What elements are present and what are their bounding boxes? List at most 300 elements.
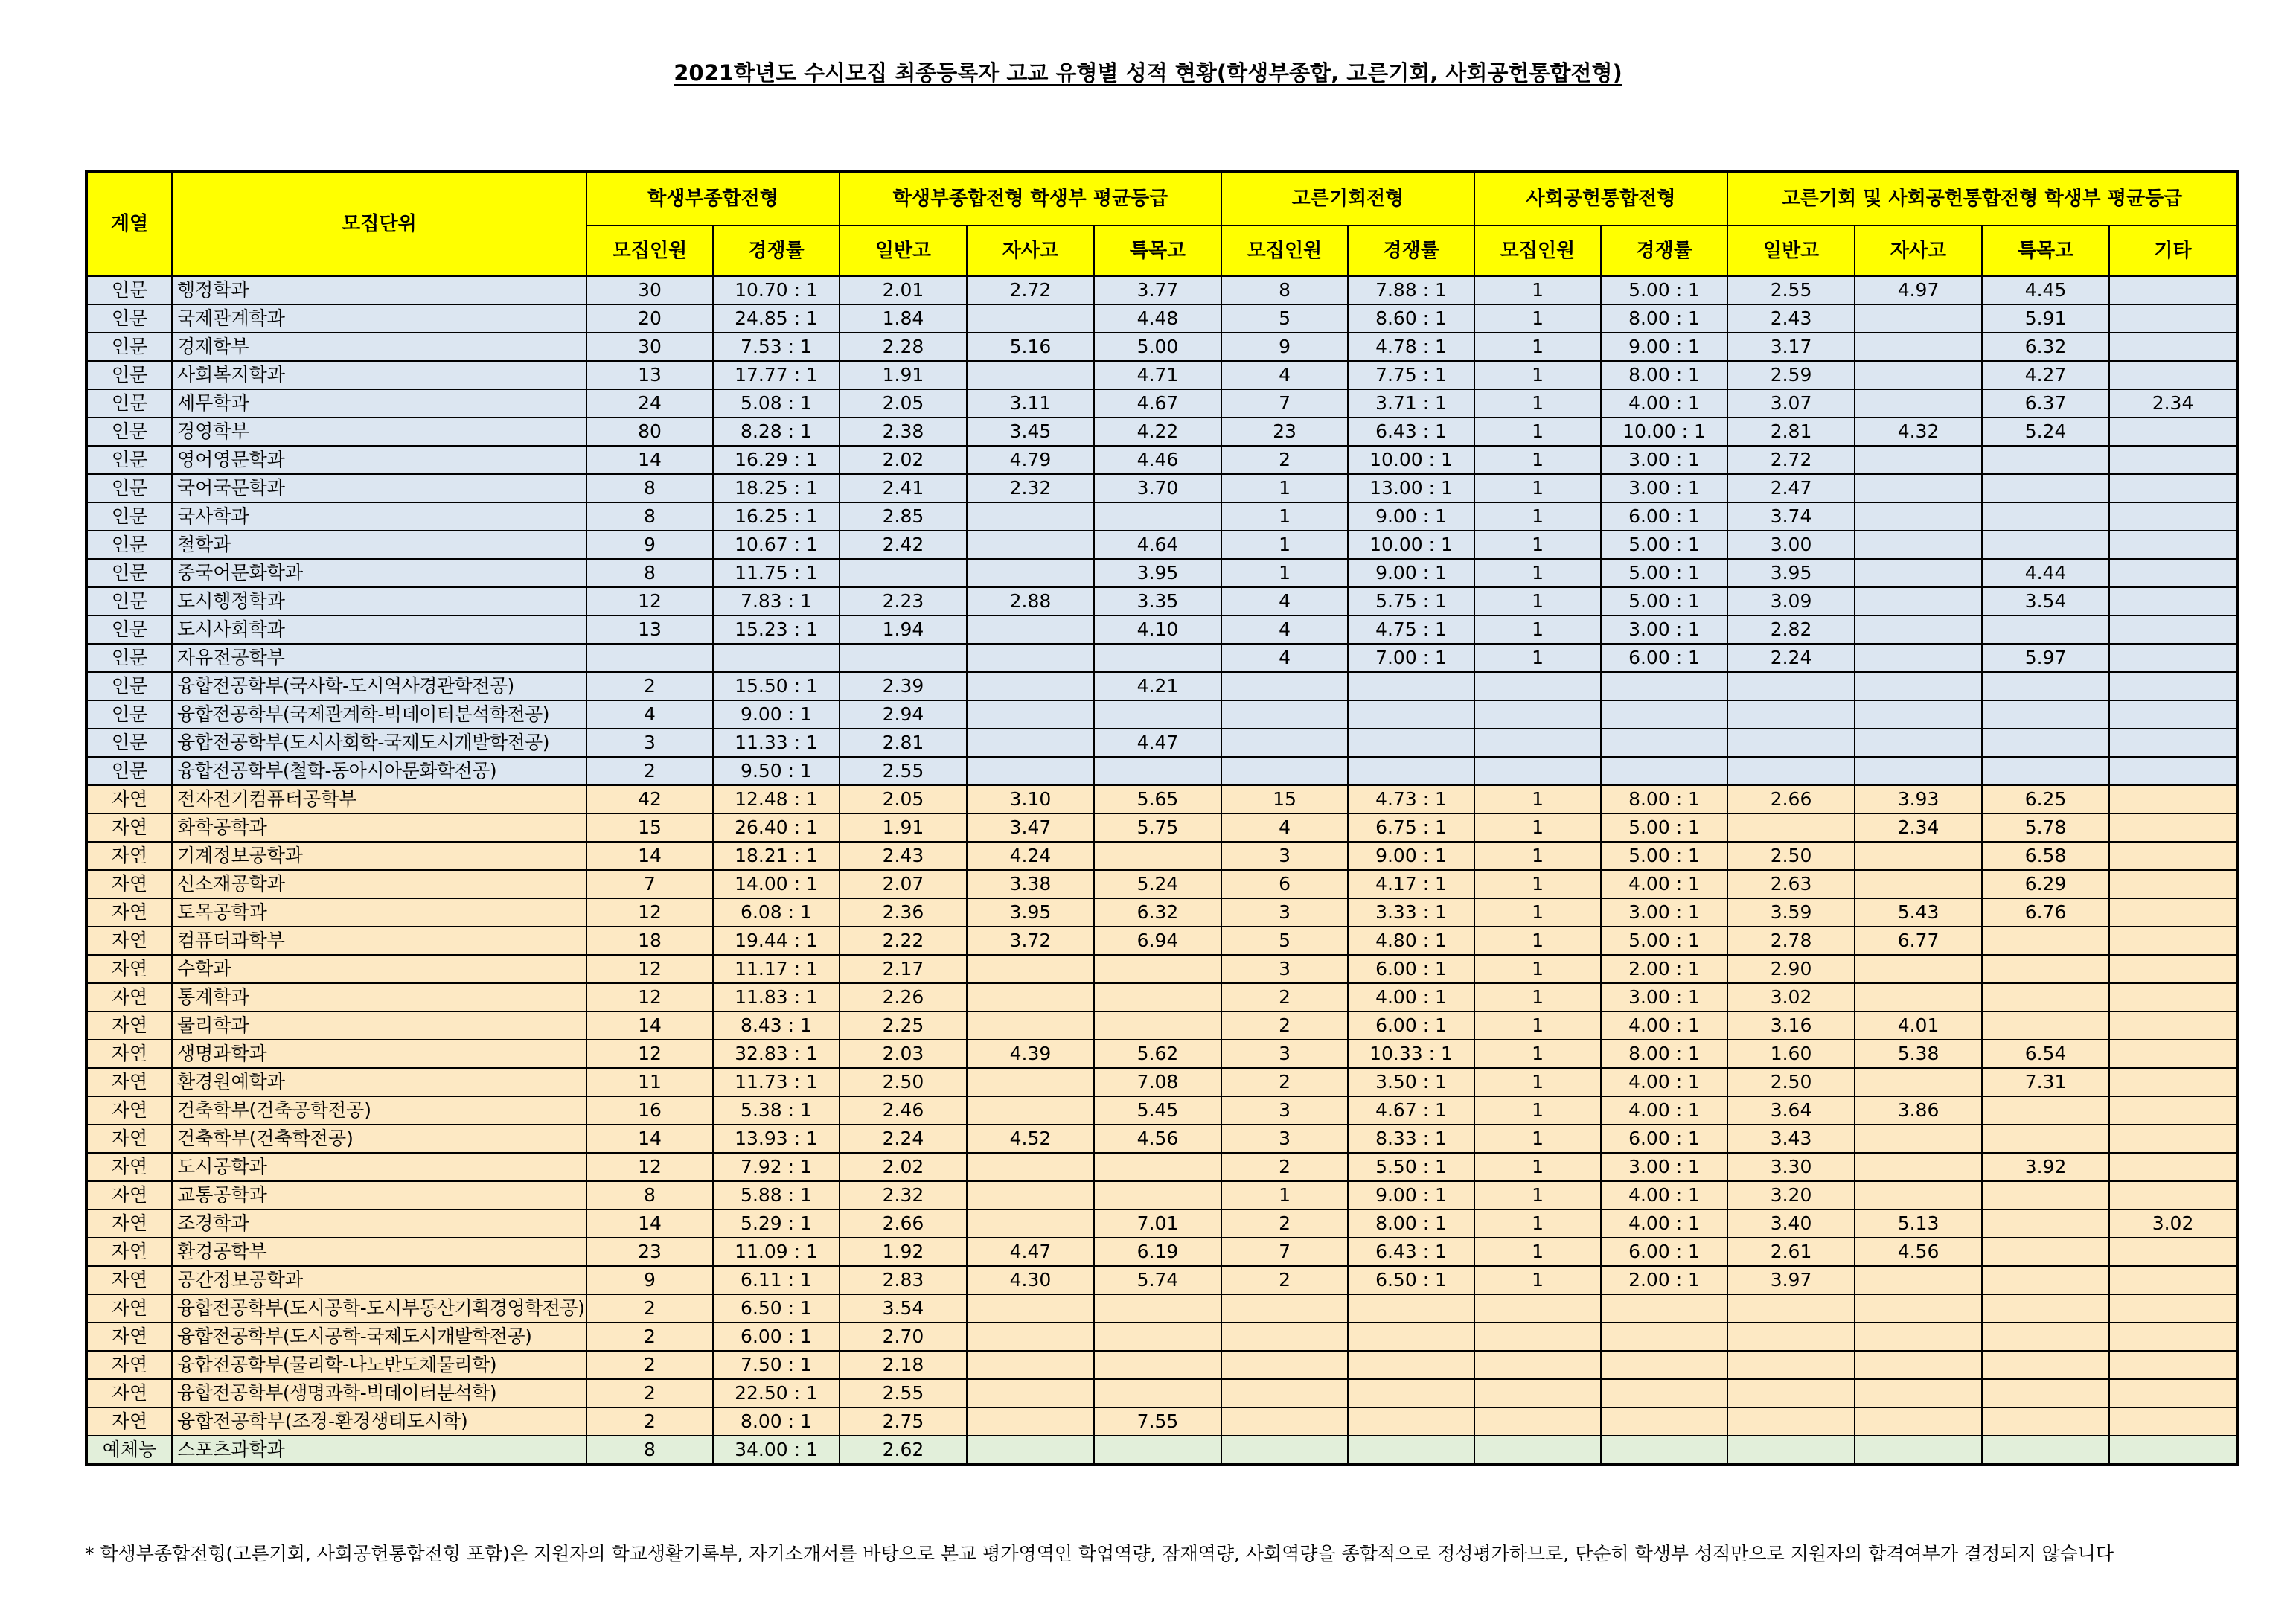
cell-goreun-quota	[1221, 729, 1348, 757]
cell-combined-autonomous	[1855, 955, 1982, 983]
cell-goreun-quota: 1	[1221, 559, 1348, 587]
cell-goreun-quota	[1221, 700, 1348, 729]
cell-combined-general: 2.24	[1727, 644, 1855, 672]
cell-combined-other	[2109, 1436, 2237, 1465]
table-row	[86, 1266, 2237, 1294]
cell-goreun-ratio	[1348, 1351, 1474, 1379]
cell-hakjong-special: 6.94	[1094, 927, 1221, 955]
header-ratio: 경쟁률	[1601, 226, 1727, 276]
cell-hakjong-quota: 30	[586, 333, 713, 361]
cell-hakjong-special: 5.65	[1094, 785, 1221, 813]
cell-hakjong-general: 2.01	[840, 276, 967, 304]
cell-unit: 융합전공학부(생명과학-빅데이터분석학)	[172, 1379, 586, 1407]
cell-sahoe-quota: 1	[1474, 898, 1601, 927]
cell-hakjong-ratio: 5.88 : 1	[713, 1181, 840, 1209]
cell-combined-special: 6.29	[1982, 870, 2109, 898]
cell-sahoe-quota: 1	[1474, 1181, 1601, 1209]
cell-combined-other	[2109, 700, 2237, 729]
cell-unit: 융합전공학부(국사학-도시역사경관학전공)	[172, 672, 586, 700]
header-group-goreun: 고른기회전형	[1221, 171, 1474, 226]
cell-hakjong-quota: 12	[586, 898, 713, 927]
cell-hakjong-quota: 42	[586, 785, 713, 813]
cell-combined-special	[1982, 502, 2109, 531]
header-group-sahoe: 사회공헌통합전형	[1474, 171, 1727, 226]
cell-hakjong-general: 2.05	[840, 389, 967, 418]
cell-combined-special: 5.97	[1982, 644, 2109, 672]
cell-combined-other: 2.34	[2109, 389, 2237, 418]
cell-combined-autonomous	[1855, 559, 1982, 587]
cell-track: 자연	[86, 1323, 172, 1351]
cell-sahoe-ratio: 2.00 : 1	[1601, 955, 1727, 983]
cell-hakjong-autonomous: 2.72	[967, 276, 1094, 304]
table-row	[86, 502, 2237, 531]
cell-goreun-quota: 23	[1221, 418, 1348, 446]
cell-hakjong-ratio: 15.50 : 1	[713, 672, 840, 700]
cell-combined-general	[1727, 1379, 1855, 1407]
cell-sahoe-ratio: 6.00 : 1	[1601, 1238, 1727, 1266]
cell-unit: 기계정보공학과	[172, 842, 586, 870]
cell-combined-other	[2109, 1238, 2237, 1266]
cell-sahoe-ratio	[1601, 1436, 1727, 1465]
cell-combined-special	[1982, 729, 2109, 757]
cell-goreun-quota: 7	[1221, 1238, 1348, 1266]
cell-hakjong-special: 7.01	[1094, 1209, 1221, 1238]
cell-sahoe-ratio: 9.00 : 1	[1601, 333, 1727, 361]
table-row	[86, 785, 2237, 813]
cell-combined-autonomous	[1855, 644, 1982, 672]
cell-combined-special	[1982, 1351, 2109, 1379]
cell-sahoe-quota: 1	[1474, 1153, 1601, 1181]
cell-hakjong-quota: 12	[586, 1040, 713, 1068]
header-quota: 모집인원	[586, 226, 713, 276]
cell-unit: 융합전공학부(도시공학-국제도시개발학전공)	[172, 1323, 586, 1351]
cell-combined-general: 3.64	[1727, 1096, 1855, 1125]
cell-combined-other	[2109, 1407, 2237, 1436]
cell-hakjong-ratio: 12.48 : 1	[713, 785, 840, 813]
cell-unit: 영어영문학과	[172, 446, 586, 474]
cell-hakjong-autonomous: 2.88	[967, 587, 1094, 616]
cell-hakjong-general: 1.94	[840, 616, 967, 644]
cell-combined-autonomous	[1855, 474, 1982, 502]
cell-goreun-quota: 15	[1221, 785, 1348, 813]
cell-sahoe-quota: 1	[1474, 842, 1601, 870]
cell-combined-general: 2.61	[1727, 1238, 1855, 1266]
cell-hakjong-quota: 13	[586, 361, 713, 389]
cell-unit: 교통공학과	[172, 1181, 586, 1209]
cell-hakjong-autonomous: 3.47	[967, 813, 1094, 842]
cell-hakjong-ratio: 19.44 : 1	[713, 927, 840, 955]
cell-hakjong-special: 5.62	[1094, 1040, 1221, 1068]
cell-goreun-quota	[1221, 1323, 1348, 1351]
cell-track: 자연	[86, 813, 172, 842]
cell-sahoe-quota: 1	[1474, 955, 1601, 983]
header-special: 특목고	[1094, 226, 1221, 276]
cell-hakjong-special	[1094, 1351, 1221, 1379]
cell-unit: 조경학과	[172, 1209, 586, 1238]
cell-hakjong-ratio: 22.50 : 1	[713, 1379, 840, 1407]
cell-hakjong-general: 1.92	[840, 1238, 967, 1266]
cell-combined-other	[2109, 813, 2237, 842]
cell-combined-other	[2109, 1040, 2237, 1068]
cell-combined-autonomous	[1855, 1323, 1982, 1351]
cell-unit: 스포츠과학과	[172, 1436, 586, 1465]
cell-goreun-ratio: 6.00 : 1	[1348, 955, 1474, 983]
cell-goreun-quota: 3	[1221, 955, 1348, 983]
cell-unit: 경영학부	[172, 418, 586, 446]
admission-results-table	[85, 170, 2239, 1466]
cell-unit: 화학공학과	[172, 813, 586, 842]
cell-hakjong-autonomous: 4.39	[967, 1040, 1094, 1068]
cell-sahoe-quota: 1	[1474, 616, 1601, 644]
cell-hakjong-ratio: 34.00 : 1	[713, 1436, 840, 1465]
cell-sahoe-quota: 1	[1474, 1096, 1601, 1125]
cell-combined-autonomous	[1855, 587, 1982, 616]
cell-track: 자연	[86, 842, 172, 870]
cell-sahoe-ratio: 3.00 : 1	[1601, 446, 1727, 474]
cell-combined-special	[1982, 1209, 2109, 1238]
cell-sahoe-ratio: 3.00 : 1	[1601, 983, 1727, 1011]
table-row	[86, 927, 2237, 955]
cell-unit: 환경공학부	[172, 1238, 586, 1266]
cell-hakjong-quota: 2	[586, 672, 713, 700]
cell-goreun-quota: 1	[1221, 502, 1348, 531]
cell-sahoe-quota: 1	[1474, 644, 1601, 672]
table-row	[86, 842, 2237, 870]
header-special: 특목고	[1982, 226, 2109, 276]
cell-combined-general	[1727, 757, 1855, 785]
cell-goreun-quota: 3	[1221, 1096, 1348, 1125]
cell-hakjong-general: 2.46	[840, 1096, 967, 1125]
cell-hakjong-special	[1094, 955, 1221, 983]
cell-hakjong-quota: 14	[586, 1125, 713, 1153]
cell-combined-special	[1982, 1436, 2109, 1465]
cell-combined-general: 2.55	[1727, 276, 1855, 304]
cell-sahoe-ratio: 4.00 : 1	[1601, 1181, 1727, 1209]
cell-hakjong-general: 2.05	[840, 785, 967, 813]
cell-unit: 컴퓨터과학부	[172, 927, 586, 955]
cell-hakjong-special: 5.00	[1094, 333, 1221, 361]
cell-combined-other	[2109, 304, 2237, 333]
cell-track: 자연	[86, 1294, 172, 1323]
table-row	[86, 729, 2237, 757]
cell-hakjong-special	[1094, 1436, 1221, 1465]
cell-hakjong-quota: 14	[586, 1011, 713, 1040]
cell-unit: 신소재공학과	[172, 870, 586, 898]
cell-hakjong-autonomous	[967, 983, 1094, 1011]
cell-hakjong-general: 2.07	[840, 870, 967, 898]
cell-hakjong-quota: 2	[586, 1407, 713, 1436]
cell-sahoe-ratio: 5.00 : 1	[1601, 813, 1727, 842]
cell-combined-other	[2109, 474, 2237, 502]
cell-combined-general	[1727, 1351, 1855, 1379]
cell-goreun-quota: 2	[1221, 446, 1348, 474]
cell-combined-autonomous	[1855, 361, 1982, 389]
cell-hakjong-ratio: 8.43 : 1	[713, 1011, 840, 1040]
cell-combined-general	[1727, 700, 1855, 729]
cell-sahoe-quota: 1	[1474, 531, 1601, 559]
cell-hakjong-autonomous	[967, 1407, 1094, 1436]
table-row	[86, 672, 2237, 700]
table-row	[86, 1125, 2237, 1153]
cell-track: 자연	[86, 1407, 172, 1436]
cell-goreun-ratio	[1348, 729, 1474, 757]
cell-goreun-quota: 5	[1221, 304, 1348, 333]
cell-sahoe-quota: 1	[1474, 1068, 1601, 1096]
cell-unit: 토목공학과	[172, 898, 586, 927]
table-row	[86, 1068, 2237, 1096]
cell-combined-other	[2109, 616, 2237, 644]
cell-hakjong-quota: 2	[586, 1351, 713, 1379]
cell-track: 자연	[86, 898, 172, 927]
cell-hakjong-quota: 8	[586, 1436, 713, 1465]
cell-combined-other	[2109, 276, 2237, 304]
cell-sahoe-ratio	[1601, 1379, 1727, 1407]
cell-hakjong-autonomous: 3.45	[967, 418, 1094, 446]
cell-hakjong-autonomous: 4.47	[967, 1238, 1094, 1266]
cell-hakjong-autonomous: 4.24	[967, 842, 1094, 870]
table-row	[86, 955, 2237, 983]
cell-goreun-ratio: 6.50 : 1	[1348, 1266, 1474, 1294]
cell-hakjong-general: 2.66	[840, 1209, 967, 1238]
cell-sahoe-quota: 1	[1474, 389, 1601, 418]
cell-sahoe-quota	[1474, 700, 1601, 729]
cell-combined-special: 4.27	[1982, 361, 2109, 389]
cell-unit: 사회복지학과	[172, 361, 586, 389]
cell-hakjong-ratio: 7.50 : 1	[713, 1351, 840, 1379]
cell-goreun-quota	[1221, 1407, 1348, 1436]
cell-track: 자연	[86, 1125, 172, 1153]
cell-sahoe-ratio	[1601, 729, 1727, 757]
table-row	[86, 361, 2237, 389]
cell-combined-general: 3.97	[1727, 1266, 1855, 1294]
cell-hakjong-general: 2.03	[840, 1040, 967, 1068]
cell-unit: 전자전기컴퓨터공학부	[172, 785, 586, 813]
cell-sahoe-ratio: 5.00 : 1	[1601, 276, 1727, 304]
cell-combined-general: 3.09	[1727, 587, 1855, 616]
cell-hakjong-special	[1094, 700, 1221, 729]
cell-goreun-ratio	[1348, 1436, 1474, 1465]
cell-combined-autonomous	[1855, 1294, 1982, 1323]
cell-combined-autonomous	[1855, 1181, 1982, 1209]
cell-combined-special	[1982, 1181, 2109, 1209]
cell-hakjong-special	[1094, 983, 1221, 1011]
cell-hakjong-autonomous	[967, 1294, 1094, 1323]
cell-hakjong-quota	[586, 644, 713, 672]
cell-hakjong-quota: 24	[586, 389, 713, 418]
cell-track: 인문	[86, 474, 172, 502]
cell-hakjong-ratio: 16.29 : 1	[713, 446, 840, 474]
table-row	[86, 1436, 2237, 1465]
cell-hakjong-special: 3.95	[1094, 559, 1221, 587]
cell-combined-autonomous: 5.43	[1855, 898, 1982, 927]
cell-combined-general	[1727, 1407, 1855, 1436]
table-row	[86, 1351, 2237, 1379]
cell-sahoe-quota: 1	[1474, 870, 1601, 898]
cell-hakjong-ratio: 16.25 : 1	[713, 502, 840, 531]
cell-hakjong-autonomous	[967, 559, 1094, 587]
cell-combined-special	[1982, 955, 2109, 983]
cell-combined-general: 3.07	[1727, 389, 1855, 418]
cell-sahoe-ratio: 3.00 : 1	[1601, 616, 1727, 644]
cell-goreun-ratio: 10.00 : 1	[1348, 446, 1474, 474]
cell-combined-autonomous	[1855, 700, 1982, 729]
cell-combined-general: 3.16	[1727, 1011, 1855, 1040]
cell-hakjong-autonomous: 3.38	[967, 870, 1094, 898]
cell-hakjong-ratio: 13.93 : 1	[713, 1125, 840, 1153]
cell-hakjong-special: 3.77	[1094, 276, 1221, 304]
cell-sahoe-ratio: 5.00 : 1	[1601, 531, 1727, 559]
table-row	[86, 1238, 2237, 1266]
cell-hakjong-special	[1094, 1294, 1221, 1323]
cell-combined-special: 6.54	[1982, 1040, 2109, 1068]
cell-hakjong-special: 4.46	[1094, 446, 1221, 474]
table-row	[86, 474, 2237, 502]
cell-goreun-quota	[1221, 1379, 1348, 1407]
cell-hakjong-quota: 23	[586, 1238, 713, 1266]
cell-combined-other	[2109, 418, 2237, 446]
header-group-hakjong: 학생부종합전형	[586, 171, 840, 226]
cell-hakjong-autonomous	[967, 502, 1094, 531]
cell-combined-autonomous: 3.93	[1855, 785, 1982, 813]
cell-combined-autonomous	[1855, 1266, 1982, 1294]
header-autonomous: 자사고	[967, 226, 1094, 276]
cell-hakjong-autonomous	[967, 304, 1094, 333]
cell-goreun-quota: 2	[1221, 1011, 1348, 1040]
cell-hakjong-quota: 8	[586, 1181, 713, 1209]
header-ratio: 경쟁률	[713, 226, 840, 276]
cell-combined-special: 5.78	[1982, 813, 2109, 842]
cell-combined-autonomous: 4.32	[1855, 418, 1982, 446]
table-row	[86, 418, 2237, 446]
cell-hakjong-autonomous	[967, 1323, 1094, 1351]
cell-hakjong-ratio: 24.85 : 1	[713, 304, 840, 333]
cell-sahoe-quota: 1	[1474, 474, 1601, 502]
cell-unit: 행정학과	[172, 276, 586, 304]
cell-goreun-quota	[1221, 1351, 1348, 1379]
cell-combined-special: 6.25	[1982, 785, 2109, 813]
cell-sahoe-quota: 1	[1474, 927, 1601, 955]
cell-hakjong-quota: 16	[586, 1096, 713, 1125]
cell-sahoe-ratio: 6.00 : 1	[1601, 502, 1727, 531]
cell-sahoe-ratio: 10.00 : 1	[1601, 418, 1727, 446]
cell-sahoe-ratio: 8.00 : 1	[1601, 785, 1727, 813]
cell-combined-general: 3.17	[1727, 333, 1855, 361]
cell-unit: 경제학부	[172, 333, 586, 361]
cell-hakjong-special	[1094, 1181, 1221, 1209]
cell-sahoe-ratio: 4.00 : 1	[1601, 1068, 1727, 1096]
cell-unit: 생명과학과	[172, 1040, 586, 1068]
cell-combined-special	[1982, 1294, 2109, 1323]
cell-unit: 융합전공학부(물리학-나노반도체물리학)	[172, 1351, 586, 1379]
cell-hakjong-general: 2.50	[840, 1068, 967, 1096]
cell-sahoe-quota: 1	[1474, 276, 1601, 304]
cell-combined-autonomous	[1855, 842, 1982, 870]
cell-goreun-ratio	[1348, 1294, 1474, 1323]
cell-combined-special	[1982, 616, 2109, 644]
cell-sahoe-quota: 1	[1474, 361, 1601, 389]
cell-combined-special: 4.45	[1982, 276, 2109, 304]
cell-hakjong-ratio: 6.11 : 1	[713, 1266, 840, 1294]
cell-combined-special	[1982, 1266, 2109, 1294]
cell-hakjong-general: 2.36	[840, 898, 967, 927]
cell-hakjong-general: 2.02	[840, 446, 967, 474]
cell-unit: 세무학과	[172, 389, 586, 418]
cell-goreun-quota: 3	[1221, 1040, 1348, 1068]
cell-track: 자연	[86, 927, 172, 955]
cell-hakjong-autonomous	[967, 1068, 1094, 1096]
cell-track: 인문	[86, 757, 172, 785]
cell-combined-other	[2109, 1068, 2237, 1096]
header-group-combined-grade: 고른기회 및 사회공헌통합전형 학생부 평균등급	[1727, 171, 2237, 226]
table-row	[86, 898, 2237, 927]
cell-goreun-quota: 5	[1221, 927, 1348, 955]
cell-combined-general	[1727, 1323, 1855, 1351]
cell-combined-autonomous	[1855, 672, 1982, 700]
cell-goreun-ratio: 7.75 : 1	[1348, 361, 1474, 389]
cell-goreun-ratio: 6.43 : 1	[1348, 1238, 1474, 1266]
cell-track: 인문	[86, 276, 172, 304]
cell-unit: 융합전공학부(조경-환경생태도시학)	[172, 1407, 586, 1436]
cell-hakjong-autonomous	[967, 1181, 1094, 1209]
cell-track: 인문	[86, 587, 172, 616]
cell-combined-general	[1727, 729, 1855, 757]
cell-sahoe-ratio: 4.00 : 1	[1601, 389, 1727, 418]
cell-hakjong-ratio	[713, 644, 840, 672]
cell-hakjong-quota: 8	[586, 502, 713, 531]
cell-combined-autonomous: 6.77	[1855, 927, 1982, 955]
cell-combined-general: 3.00	[1727, 531, 1855, 559]
cell-hakjong-special: 6.32	[1094, 898, 1221, 927]
cell-hakjong-special	[1094, 1011, 1221, 1040]
cell-track: 자연	[86, 870, 172, 898]
cell-sahoe-ratio	[1601, 672, 1727, 700]
cell-combined-special	[1982, 700, 2109, 729]
cell-hakjong-ratio: 5.08 : 1	[713, 389, 840, 418]
cell-hakjong-general: 2.62	[840, 1436, 967, 1465]
cell-hakjong-special: 4.67	[1094, 389, 1221, 418]
cell-combined-autonomous	[1855, 1407, 1982, 1436]
cell-combined-autonomous	[1855, 983, 1982, 1011]
table-row	[86, 870, 2237, 898]
cell-combined-autonomous: 5.38	[1855, 1040, 1982, 1068]
cell-hakjong-ratio: 14.00 : 1	[713, 870, 840, 898]
cell-track: 자연	[86, 785, 172, 813]
cell-hakjong-special: 5.45	[1094, 1096, 1221, 1125]
cell-goreun-quota: 3	[1221, 898, 1348, 927]
table-row	[86, 700, 2237, 729]
cell-hakjong-special: 4.10	[1094, 616, 1221, 644]
cell-goreun-quota: 7	[1221, 389, 1348, 418]
cell-combined-other	[2109, 587, 2237, 616]
cell-combined-general: 2.82	[1727, 616, 1855, 644]
cell-track: 자연	[86, 1011, 172, 1040]
cell-combined-general: 1.60	[1727, 1040, 1855, 1068]
cell-hakjong-autonomous	[967, 644, 1094, 672]
cell-unit: 융합전공학부(국제관계학-빅데이터분석학전공)	[172, 700, 586, 729]
cell-hakjong-special: 7.55	[1094, 1407, 1221, 1436]
cell-hakjong-quota: 15	[586, 813, 713, 842]
header-quota: 모집인원	[1221, 226, 1348, 276]
cell-goreun-ratio: 7.88 : 1	[1348, 276, 1474, 304]
cell-combined-special: 6.32	[1982, 333, 2109, 361]
cell-goreun-ratio: 3.71 : 1	[1348, 389, 1474, 418]
table-body	[86, 276, 2237, 1465]
cell-hakjong-special	[1094, 1153, 1221, 1181]
cell-combined-other: 3.02	[2109, 1209, 2237, 1238]
cell-goreun-ratio: 10.33 : 1	[1348, 1040, 1474, 1068]
cell-combined-special	[1982, 672, 2109, 700]
cell-combined-other	[2109, 898, 2237, 927]
